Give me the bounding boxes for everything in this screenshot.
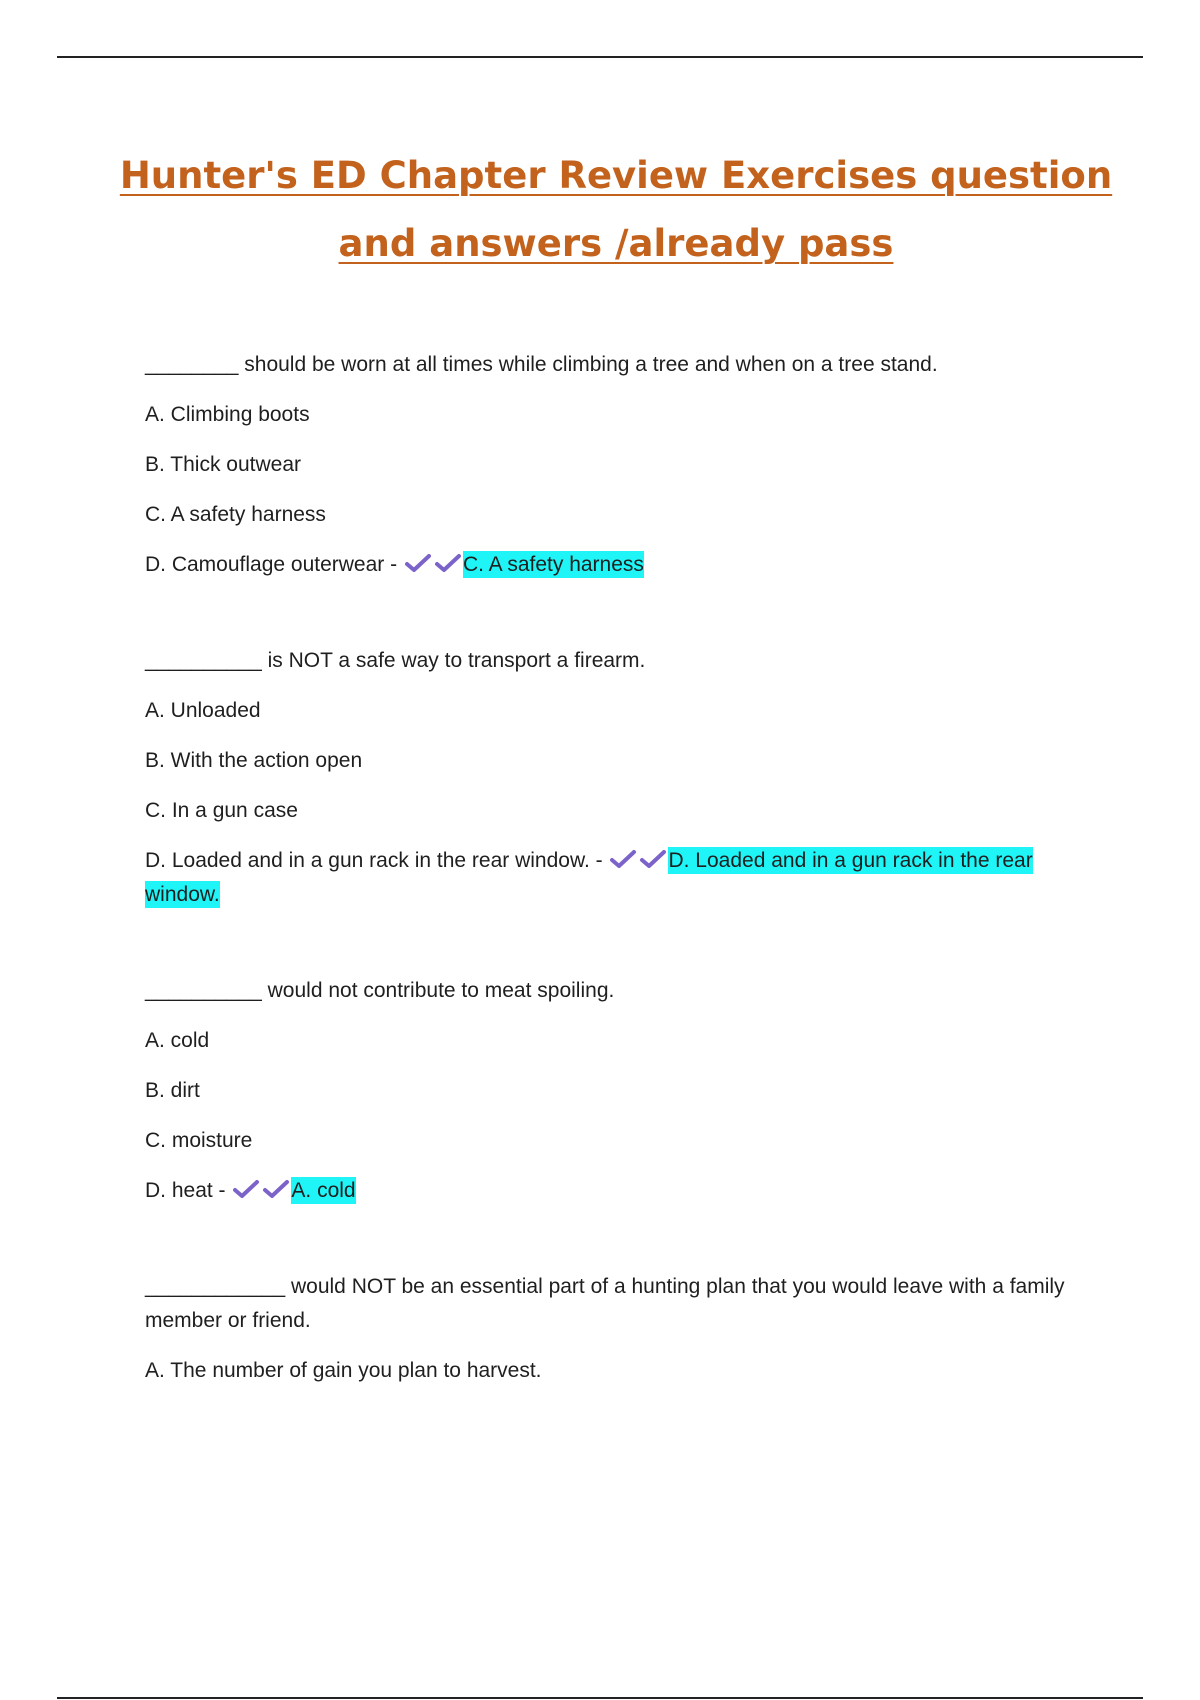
title-line-2: and answers /already pass [338, 222, 894, 265]
question-3 [145, 974, 1085, 1208]
option-a: A. cold [145, 1029, 210, 1052]
document-title [100, 142, 1132, 278]
check-mark-icon [403, 552, 433, 574]
question-2 [145, 644, 1085, 912]
option-a: A. Unloaded [145, 699, 261, 722]
question-1 [145, 348, 1085, 582]
option-d: D. heat - [145, 1179, 226, 1202]
question-list [145, 348, 1085, 1450]
option-d: D. Loaded and in a gun rack in the rear window. - [145, 849, 603, 872]
question-stem: __________ would not contribute to meat spoiling. [145, 979, 615, 1002]
check-mark-icon [231, 1178, 261, 1200]
option-a: A. The number of gain you plan to harvest. [145, 1359, 542, 1382]
highlighted-answer: D. Loaded and in a gun rack in the rear window. [145, 849, 1033, 906]
check-mark-icon [608, 848, 638, 870]
question-stem: __________ is NOT a safe way to transport a firearm. [145, 649, 646, 672]
option-c: C. A safety harness [145, 503, 326, 526]
option-b: B. Thick outwear [145, 453, 302, 476]
highlighted-answer: A. cold [291, 1179, 356, 1202]
option-c: C. moisture [145, 1129, 253, 1152]
check-mark-icon [638, 848, 668, 870]
option-d-with-answer [145, 1174, 1085, 1208]
question-4 [145, 1270, 1085, 1388]
bottom-rule [57, 1697, 1143, 1699]
title-line-1: Hunter's ED Chapter Review Exercises question [119, 154, 1113, 197]
option-b: B. dirt [145, 1079, 200, 1102]
option-d-with-answer [145, 548, 1085, 582]
top-rule [57, 56, 1143, 58]
question-stem: ________ should be worn at all times while climbing a tree and when on a tree stand. [145, 353, 938, 376]
option-b: B. With the action open [145, 749, 363, 772]
check-mark-icon [433, 552, 463, 574]
option-c: C. In a gun case [145, 799, 298, 822]
question-stem: ____________ would NOT be an essential part of a hunting plan that you would leave with a family member or friend. [145, 1275, 1065, 1332]
option-a: A. Climbing boots [145, 403, 310, 426]
option-d: D. Camouflage outerwear - [145, 553, 398, 576]
highlighted-answer: C. A safety harness [462, 553, 644, 576]
check-mark-icon [261, 1178, 291, 1200]
option-d-with-answer [145, 844, 1085, 912]
